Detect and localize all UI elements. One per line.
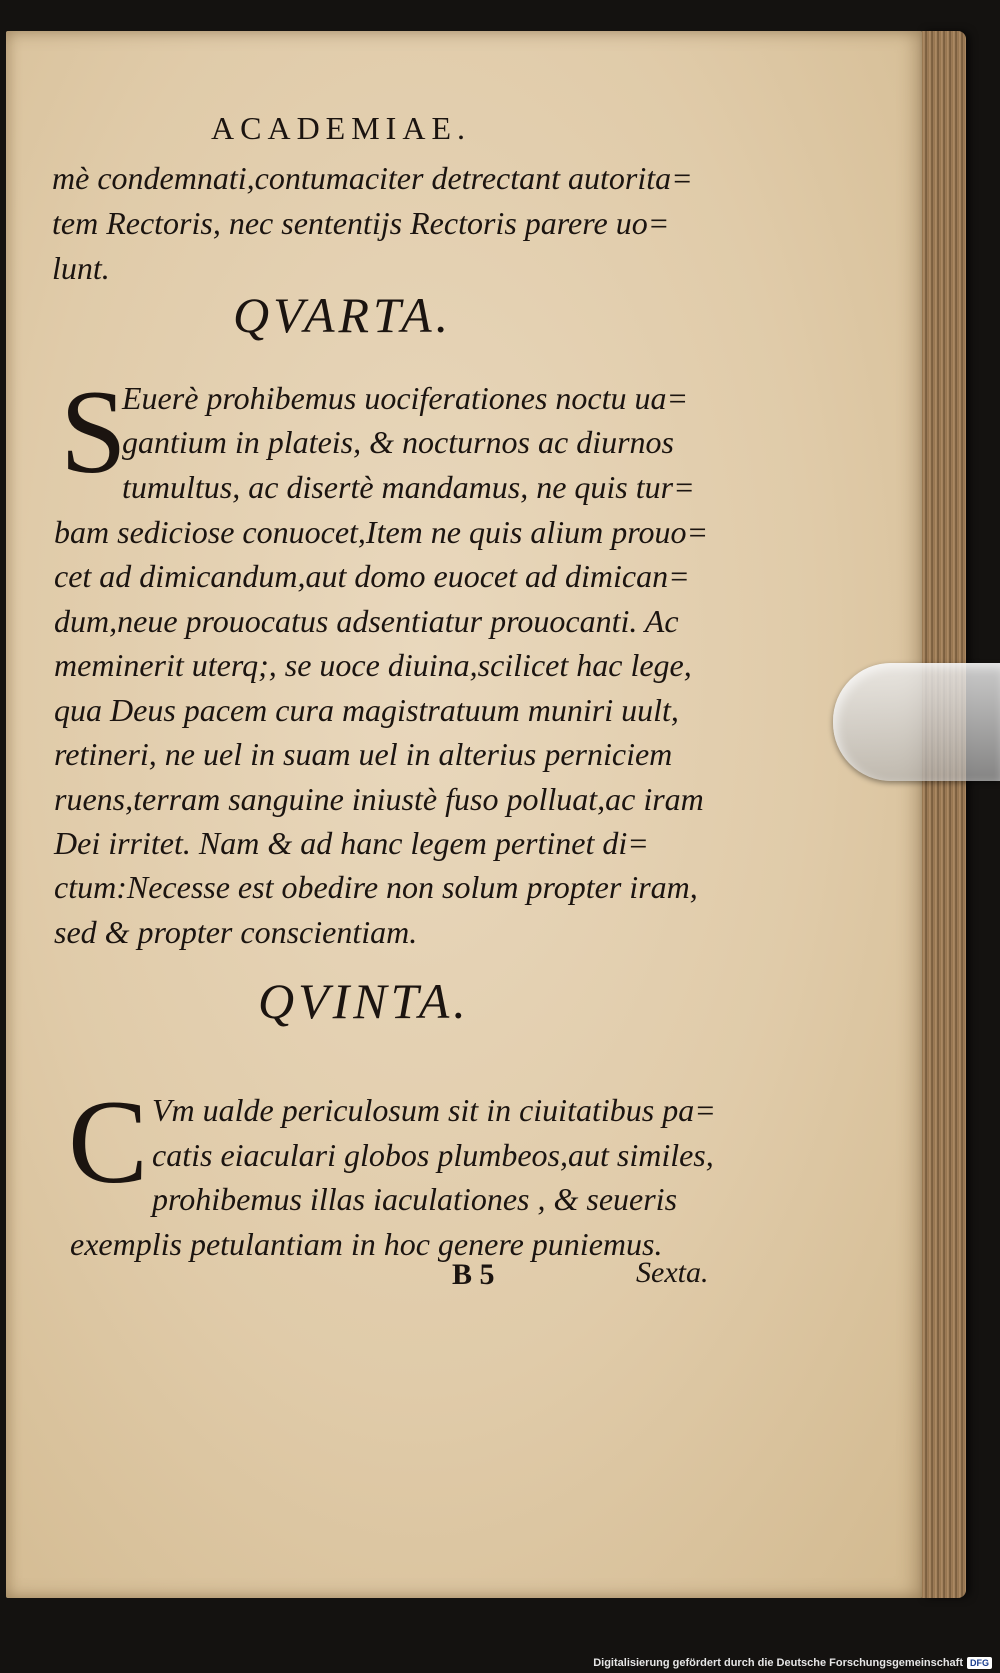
drop-cap-s: S (60, 365, 127, 498)
text-line: Euerè prohibemus uociferationes noctu ua= (122, 380, 689, 416)
text-line: Dei irritet. Nam & ad hanc legem pertinet di= (54, 825, 649, 861)
section-heading-quinta: QVINTA. (258, 973, 470, 1029)
text-line: exemplis petulantiam in hoc genere puniemus. (70, 1226, 663, 1262)
text-line: gantium in plateis, & nocturnos ac diurnos (122, 424, 674, 460)
text-line: retineri, ne uel in suam uel in alterius perniciem (54, 736, 673, 772)
text-line: ctum:Necesse est obedire non solum propter iram, (54, 869, 698, 905)
intro-line: tem Rectoris, nec sententijs Rectoris parere uo= (52, 205, 670, 241)
running-head: ACADEMIAE. (211, 110, 471, 146)
page-clip (833, 663, 1000, 781)
text-line: prohibemus illas iaculationes , & seueris (152, 1181, 678, 1217)
text-line: tumultus, ac disertè mandamus, ne quis tur= (122, 469, 695, 505)
text-line: Vm ualde periculosum sit in ciuitatibus pa= (152, 1092, 716, 1128)
footer-text: Digitalisierung gefördert durch die Deutsche Forschungsgemeinschaft (593, 1657, 963, 1669)
intro-line: mè condemnati,contumaciter detrectant autorita= (52, 160, 693, 196)
text-line: dum,neue prouocatus adsentiatur prouocanti. Ac (54, 603, 679, 639)
catchword: Sexta. (636, 1256, 709, 1289)
page-edges (922, 31, 966, 1598)
dfg-logo-icon: DFG (967, 1657, 992, 1669)
text-line: meminerit uterq;, se uoce diuina,scilicet hac lege, (54, 647, 692, 683)
text-line: sed & propter conscientiam. (54, 914, 418, 950)
text-line: bam sediciose conuocet,Item ne quis alium prouo= (54, 514, 709, 550)
signature-mark: B 5 (452, 1258, 495, 1291)
text-line: ruens,terram sanguine iniustè fuso polluat,ac iram (54, 781, 704, 817)
drop-cap-c: C (68, 1075, 149, 1208)
intro-line: lunt. (52, 250, 110, 286)
text-line: cet ad dimicandum,aut domo euocet ad dimican= (54, 558, 690, 594)
text-line: catis eiaculari globos plumbeos,aut similes, (152, 1137, 714, 1173)
footer-credit (593, 1657, 992, 1669)
section-heading-quarta: QVARTA. (233, 287, 453, 343)
text-line: qua Deus pacem cura magistratuum muniri uult, (54, 692, 679, 728)
